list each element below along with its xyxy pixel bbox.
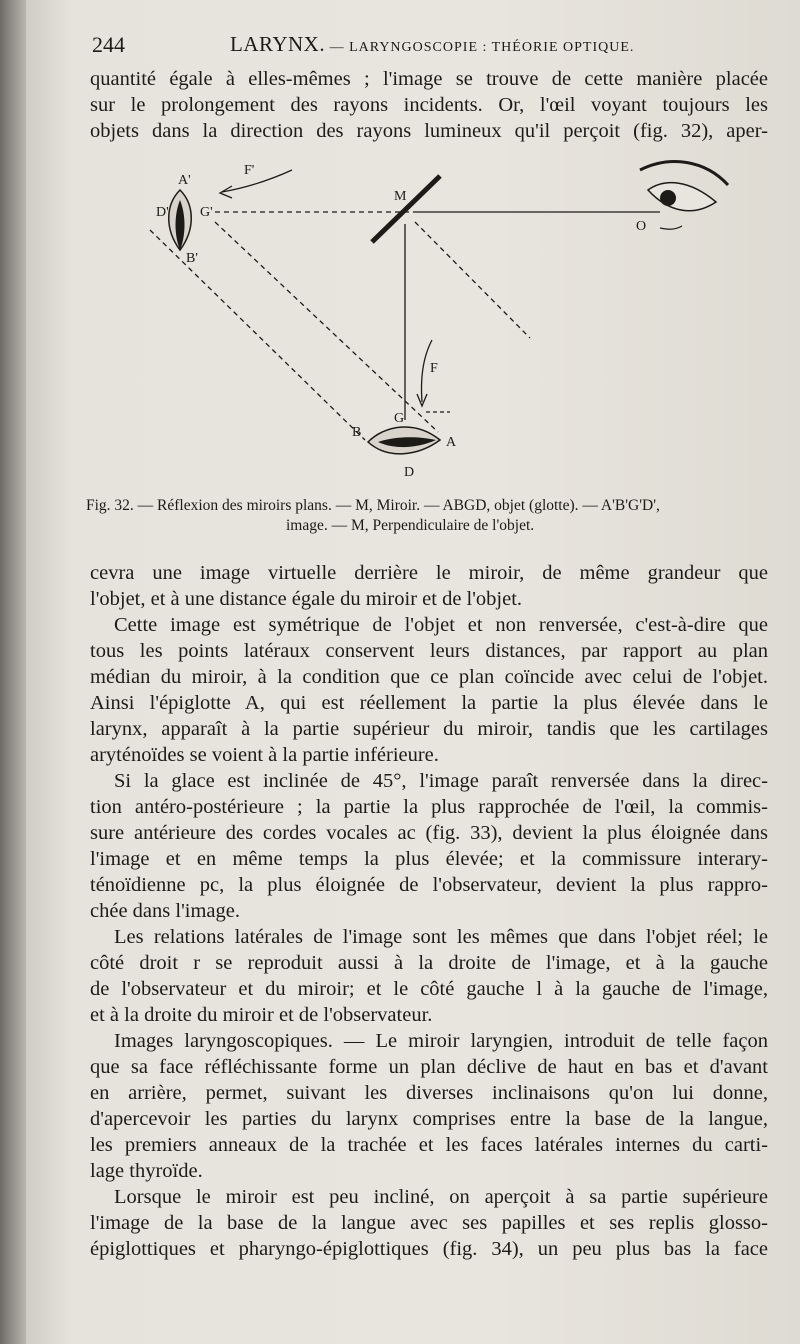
label-O: O <box>636 219 647 234</box>
text-line: Ainsi l'épiglotte A, qui est réellement la partie la plus élevée dans le <box>90 692 768 714</box>
paragraph-4 <box>90 924 768 1028</box>
intro-paragraph <box>90 66 768 144</box>
text-line: objets dans la direction des rayons lumineux qu'il perçoit (fig. 32), aper- <box>90 120 768 142</box>
text-line: Cette image est symétrique de l'objet et non renversée, c'est-à-dire que <box>114 614 768 636</box>
label-G-prime: G' <box>200 205 213 220</box>
text-line: sure antérieure des cordes vocales ac (fig. 33), devient la plus éloignée dans <box>90 822 768 844</box>
label-D-prime: D' <box>156 205 169 220</box>
virtual-image-glottis <box>169 190 192 250</box>
figure-caption <box>86 496 772 536</box>
text-line: cevra une image virtuelle derrière le miroir, de même grandeur que <box>90 562 768 584</box>
text-line: épiglottiques et pharyngo-épiglottiques (fig. 34), un peu plus bas la face <box>90 1238 768 1260</box>
text-line: Les relations latérales de l'image sont les mêmes que dans l'objet réel; le <box>114 926 768 948</box>
label-A: A <box>446 435 457 450</box>
body-text <box>90 560 768 1262</box>
text-line: tous les points latéraux conservent leurs distances, par rapport au plan <box>90 640 768 662</box>
label-F: F <box>430 361 438 376</box>
paragraph-2 <box>90 612 768 768</box>
label-B-prime: B' <box>186 251 198 266</box>
label-M: M <box>394 189 407 204</box>
label-D: D <box>404 465 415 480</box>
text-line: médian du miroir, à la condition que ce plan coïncide avec celui de l'objet. <box>90 666 768 688</box>
arrow-F-prime-head <box>220 186 232 198</box>
text-line: l'image de la base de la langue avec ses papilles et ses replis glosso- <box>90 1212 768 1234</box>
object-glottis <box>368 427 440 454</box>
text-line: chée dans l'image. <box>90 900 240 922</box>
mirror <box>372 176 440 242</box>
book-gutter <box>0 0 26 1344</box>
running-title-main: LARYNX. <box>230 32 326 56</box>
label-A-prime: A' <box>178 173 191 188</box>
text-line: l'objet, et à une distance égale du miroir et de l'objet. <box>90 588 523 610</box>
paragraph-1 <box>90 560 768 612</box>
text-line: côté droit r se reproduit aussi à la droite de l'image, et à la gauche <box>90 952 768 974</box>
paragraph-3 <box>90 768 768 924</box>
text-line: sur le prolongement des rayons incidents. Or, l'œil voyant toujours les <box>90 94 768 116</box>
text-line: quantité égale à elles-mêmes ; l'image se trouve de cette manière placée <box>90 68 768 90</box>
running-header <box>92 32 772 60</box>
label-F-prime: F' <box>244 163 255 178</box>
text-line: en arrière, permet, suivant les diverses inclinaisons qu'on lui donne, <box>90 1082 768 1104</box>
paragraph-5 <box>90 1028 768 1184</box>
text-line: larynx, apparaît à la partie supérieur du miroir, tandis que les cartilages <box>90 718 768 740</box>
text-line: Images laryngoscopiques. — Le miroir laryngien, introduit de telle façon <box>114 1030 768 1052</box>
figure-32-diagram <box>120 150 740 490</box>
paragraph-6 <box>90 1184 768 1262</box>
text-line: lage thyroïde. <box>90 1160 203 1182</box>
observer-eye <box>640 162 728 230</box>
label-B: B <box>352 425 362 440</box>
text-line: Si la glace est inclinée de 45°, l'image paraît renversée dans la direc- <box>114 770 768 792</box>
text-line: que sa face réfléchissante forme un plan déclive de haut en bas et d'avant <box>90 1056 768 1078</box>
text-line: de l'observateur et du miroir; et le côté gauche l à la gauche de l'image, <box>90 978 768 1000</box>
arrow-F-prime <box>222 170 292 192</box>
text-line: les premiers anneaux de la trachée et les faces latérales internes du carti- <box>90 1134 768 1156</box>
caption-line-1: Fig. 32. — Réflexion des miroirs plans. — M, Miroir. — ABGD, objet (glotte). — A'B'G'D', <box>86 497 660 514</box>
text-line: tion antéro-postérieure ; la partie la plus rapprochée de l'œil, la commis- <box>90 796 768 818</box>
running-title <box>230 32 634 57</box>
dashed-perpendicular-mirror <box>415 222 530 338</box>
label-G: G <box>394 411 405 426</box>
text-line: ténoïdienne pc, la plus éloignée de l'observateur, devient la plus rappro- <box>90 874 768 896</box>
text-line: et à la droite du miroir et de l'observateur. <box>90 1004 433 1026</box>
page-number: 244 <box>92 32 125 57</box>
caption-line-2: image. — M, Perpendiculaire de l'objet. <box>286 517 535 534</box>
text-line: Lorsque le miroir est peu incliné, on aperçoit à sa partie supérieure <box>114 1186 768 1208</box>
text-line: l'image et en même temps la plus élevée; et la commissure interary- <box>90 848 768 870</box>
running-title-sub: — LARYNGOSCOPIE : THÉORIE OPTIQUE. <box>325 40 635 55</box>
text-line: d'apercevoir les parties du larynx comprises entre la base de la langue, <box>90 1108 768 1130</box>
text-line: aryténoïdes se voient à la partie inférieure. <box>90 744 439 766</box>
